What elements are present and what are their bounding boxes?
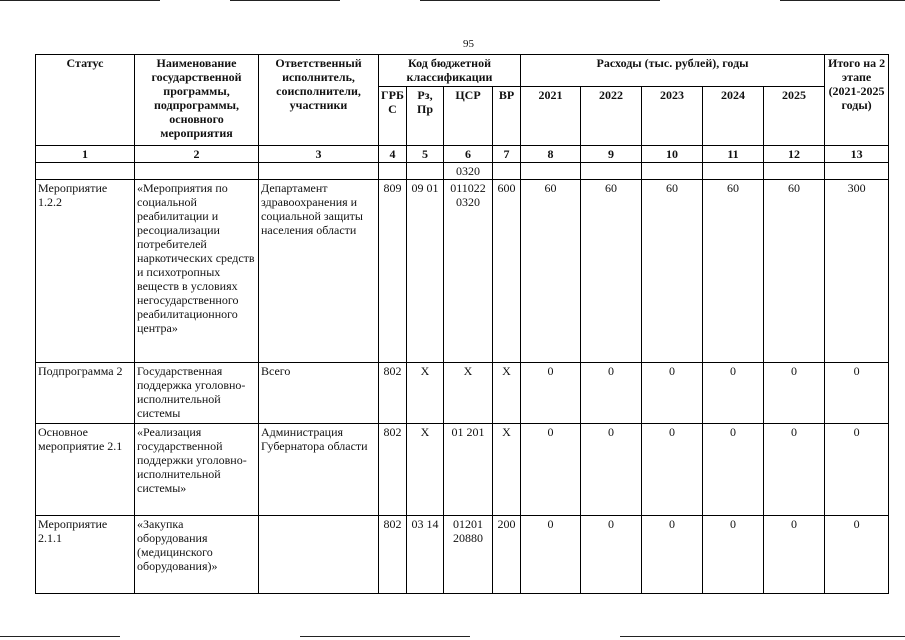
row-rzpr: 09 01 — [407, 180, 444, 363]
row-total: 0 — [825, 516, 889, 594]
row-2022: 0 — [581, 363, 642, 424]
row-grbs: 802 — [379, 424, 407, 516]
column-number: 7 — [493, 146, 521, 163]
header-program: Наименование государственной программы, подпрограммы, основного мероприятия — [135, 55, 259, 146]
row-vr: X — [493, 363, 521, 424]
header-2024: 2024 — [703, 87, 764, 146]
row-executor — [259, 516, 379, 594]
bottom-edge-line — [300, 636, 470, 637]
column-number: 4 — [379, 146, 407, 163]
row-2023: 60 — [642, 180, 703, 363]
header-2022: 2022 — [581, 87, 642, 146]
row-name: Государственная поддержка уголовно-исполнительной системы — [135, 363, 259, 424]
header-csr: ЦСР — [444, 87, 493, 146]
top-edge-line — [420, 0, 660, 1]
top-edge-line — [0, 0, 160, 1]
column-number: 13 — [825, 146, 889, 163]
row-2023: 0 — [642, 424, 703, 516]
top-edge-line — [780, 0, 905, 1]
table-row — [36, 516, 889, 594]
row-rzpr: X — [407, 424, 444, 516]
table-row — [36, 424, 889, 516]
row-status: Мероприятие 2.1.1 — [36, 516, 135, 594]
row-status: Мероприятие 1.2.2 — [36, 180, 135, 363]
column-number: 3 — [259, 146, 379, 163]
table-row — [36, 180, 889, 363]
column-number: 9 — [581, 146, 642, 163]
column-number: 2 — [135, 146, 259, 163]
header-status: Статус — [36, 55, 135, 146]
row-2025: 0 — [764, 424, 825, 516]
row-grbs: 809 — [379, 180, 407, 363]
carry-over-row — [36, 163, 889, 180]
row-vr: X — [493, 424, 521, 516]
header-total: Итого на 2 этапе (2021-2025 годы) — [825, 55, 889, 146]
row-grbs: 802 — [379, 363, 407, 424]
header-2021: 2021 — [521, 87, 581, 146]
row-2025: 0 — [764, 363, 825, 424]
row-total: 300 — [825, 180, 889, 363]
row-status: Подпрограмма 2 — [36, 363, 135, 424]
row-vr: 200 — [493, 516, 521, 594]
row-2021: 0 — [521, 516, 581, 594]
row-2024: 60 — [703, 180, 764, 363]
row-2022: 0 — [581, 516, 642, 594]
row-csr: X — [444, 363, 493, 424]
header-2023: 2023 — [642, 87, 703, 146]
column-number: 8 — [521, 146, 581, 163]
row-rzpr: X — [407, 363, 444, 424]
row-vr: 600 — [493, 180, 521, 363]
header-2025: 2025 — [764, 87, 825, 146]
row-2025: 0 — [764, 516, 825, 594]
row-csr: 01 201 — [444, 424, 493, 516]
row-total: 0 — [825, 424, 889, 516]
row-2022: 0 — [581, 424, 642, 516]
table-row — [36, 363, 889, 424]
row-2022: 60 — [581, 180, 642, 363]
budget-table — [35, 54, 889, 594]
header-executor: Ответственный исполнитель, соисполнители, участники — [259, 55, 379, 146]
row-2024: 0 — [703, 363, 764, 424]
bottom-edge-line — [620, 636, 905, 637]
row-2023: 0 — [642, 516, 703, 594]
row-name: «Реализация государственной поддержки уголовно-исполнительной системы» — [135, 424, 259, 516]
row-grbs: 802 — [379, 516, 407, 594]
column-number: 11 — [703, 146, 764, 163]
row-2024: 0 — [703, 516, 764, 594]
header-row — [36, 55, 889, 87]
header-vr: ВР — [493, 87, 521, 146]
header-rzpr: Рз, Пр — [407, 87, 444, 146]
page-number: 95 — [463, 38, 474, 50]
row-total: 0 — [825, 363, 889, 424]
bottom-edge-line — [0, 636, 120, 637]
row-csr: 011022 0320 — [444, 180, 493, 363]
column-number: 10 — [642, 146, 703, 163]
row-executor: Всего — [259, 363, 379, 424]
header-budget-code: Код бюджетной классификации — [379, 55, 521, 87]
row-status: Основное мероприятие 2.1 — [36, 424, 135, 516]
row-rzpr: 03 14 — [407, 516, 444, 594]
row-csr: 01201 20880 — [444, 516, 493, 594]
top-edge-line — [230, 0, 340, 1]
carry-csr: 0320 — [444, 163, 493, 180]
row-executor: Администрация Губернатора области — [259, 424, 379, 516]
column-number-row — [36, 146, 889, 163]
row-2025: 60 — [764, 180, 825, 363]
row-2023: 0 — [642, 363, 703, 424]
row-2024: 0 — [703, 424, 764, 516]
row-name: «Мероприятия по социальной реабилитации и ресоциализации потребителей наркотических средств и психотропных веществ в условиях негосударственного реабилитационного центра» — [135, 180, 259, 363]
row-2021: 0 — [521, 363, 581, 424]
column-number: 6 — [444, 146, 493, 163]
header-expenses: Расходы (тыс. рублей), годы — [521, 55, 825, 87]
row-executor: Департамент здравоохранения и социальной защиты населения области — [259, 180, 379, 363]
column-number: 12 — [764, 146, 825, 163]
column-number: 1 — [36, 146, 135, 163]
row-name: «Закупка оборудования (медицинского оборудования)» — [135, 516, 259, 594]
header-grbs: ГРБ С — [379, 87, 407, 146]
row-2021: 60 — [521, 180, 581, 363]
row-2021: 0 — [521, 424, 581, 516]
column-number: 5 — [407, 146, 444, 163]
